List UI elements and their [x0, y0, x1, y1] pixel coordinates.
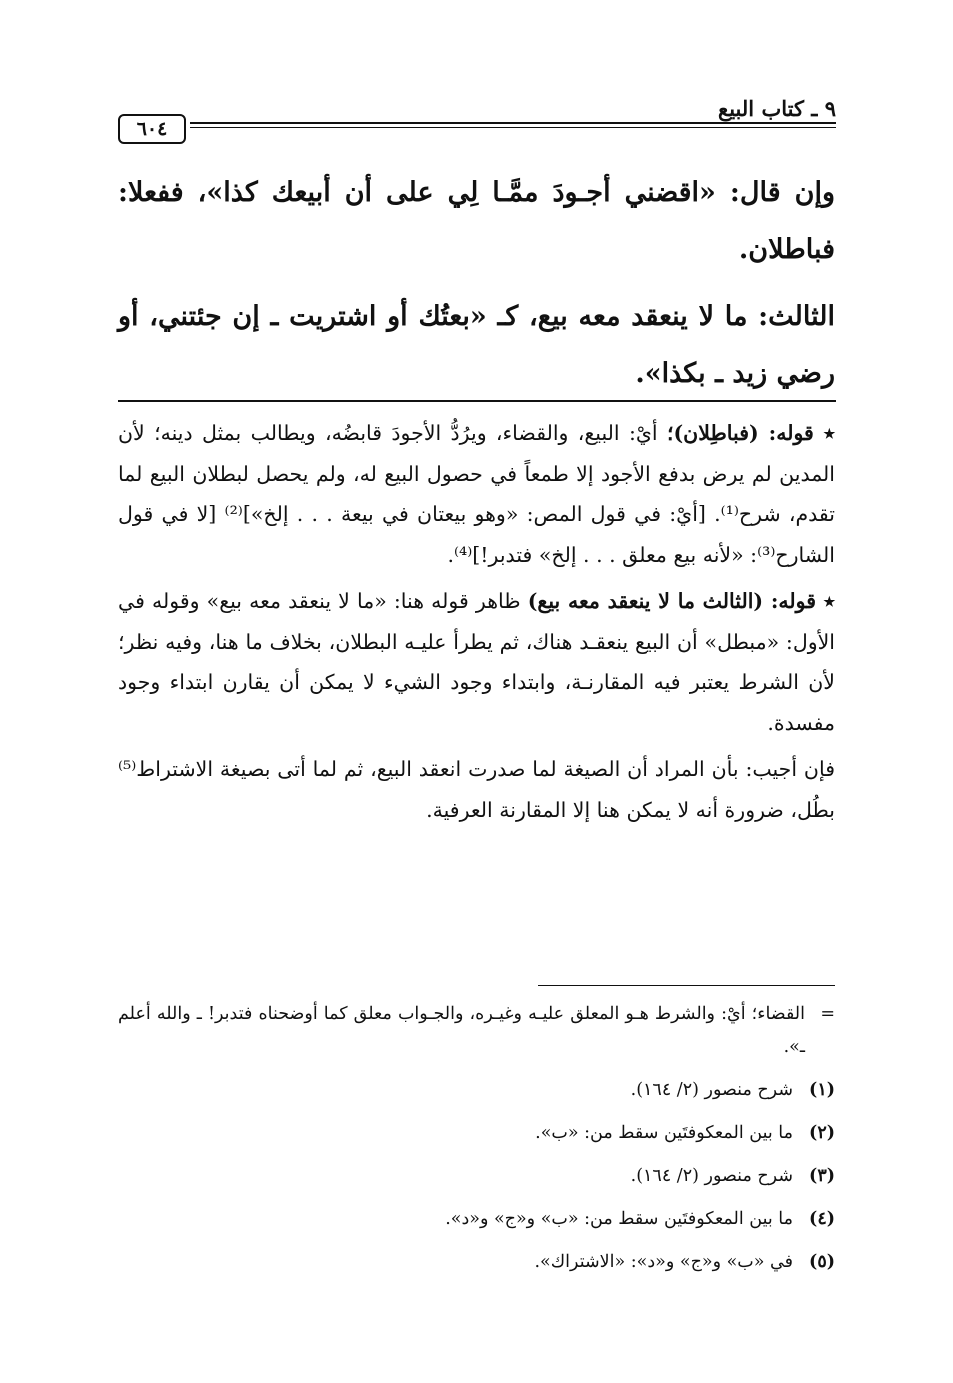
commentary-paragraph-3 [118, 749, 835, 830]
footnote-rule [538, 985, 835, 986]
commentary-text: أيْ: البيع، والقضاء، ويرُدُّ الأجودَ قابضُه، ويطالب بمثل دينه؛ لأن المدين لم يرض بدفع الأجود إلا طمعاً في حصول البيع له، ولم يحصل لبطلان البيع لما تقدم، شرح⁽¹⁾. [أيْ: في قول المص: «وهو بيعتان في بيعة . . . إلخ»]⁽²⁾ [لا في قول الشارح⁽³⁾: «لأنه بيع معلق . . . إلخ» فتدبر!]⁽⁴⁾. [118, 421, 835, 567]
commentary-text: ظاهر قوله هنا: «ما لا ينعقد معه بيع» وقوله في الأول: «مبطل» أن البيع ينعقـد هناك، ثم يطرأ عليـه البطلان، بخلاف ما هنا، وفيه نظر؛ لأن الشرط يعتبر فيه المقارنـة، وابتداء وجود الشيء لا يمكن أن يقارن ابتداء وجود مفسدة. [118, 589, 835, 735]
header-rule [190, 122, 836, 124]
footnote-item [118, 1203, 835, 1236]
main-paragraph-2: الثالث: ما لا ينعقد معه بيع، كـ «بعتُك أو اشتريت ـ إن جئتني، أو رضي زيد ـ بكذا». [118, 301, 835, 389]
continuation-text: القضاء؛ أيْ: والشرط هـو المعلق عليـه وغيـره، والجـواب معلق كما أوضحناه فتدبر! ـ والله أعلم ـ». [118, 1004, 805, 1057]
footnote-text: شرح منصور (٢/ ١٦٤). [630, 1166, 793, 1186]
footnote-number: (٣) [809, 1166, 835, 1186]
footnote-item [118, 1160, 835, 1193]
commentary-lemma: قوله: (فباطِلان)؛ [666, 421, 814, 445]
footnote-item [118, 1074, 835, 1107]
commentary-paragraph-1 [118, 413, 835, 575]
commentary-lemma: قوله: (الثالث ما لا ينعقد معه بيع) [527, 589, 817, 613]
chapter-title: ٩ ـ كتاب البيع [718, 96, 836, 121]
page-header [118, 96, 836, 142]
main-text [118, 164, 835, 412]
continuation-marker: = [820, 1004, 835, 1024]
footnote-item [118, 1117, 835, 1150]
footnote-number: (٢) [809, 1123, 835, 1143]
commentary-text: فإن أجيب: بأن المراد أن الصيغة لما صدرت انعقد البيع، ثم لما أتى بصيغة الاشتراط⁽⁵⁾ بطُل، ضرورة أنه لا يمكن هنا إلا المقارنة العرفية. [118, 757, 835, 822]
header-rule-thin [190, 127, 836, 128]
footnote-number: (٤) [809, 1209, 835, 1229]
footnote-number: (١) [809, 1080, 835, 1100]
main-paragraph-1: وإن قال: «اقضني أجـودَ ممَّـا لِي على أن أبيعك كذا»، ففعلا: فباطلان. [118, 177, 835, 265]
footnotes [118, 998, 835, 1279]
text-divider [118, 400, 836, 402]
footnote-number: (٥) [809, 1252, 835, 1272]
footnote-text: في «ب» و«ج» و«د»: «الاشتراك». [534, 1252, 793, 1272]
commentary [118, 413, 835, 836]
page-number: ٦٠٤ [118, 114, 186, 144]
asterisk-icon: ٭ [816, 589, 835, 613]
footnote-text: ما بين المعكوفتَين سقط من: «ب». [535, 1123, 793, 1143]
footnote-continuation [118, 998, 835, 1064]
footnote-text: شرح منصور (٢/ ١٦٤). [630, 1080, 793, 1100]
footnote-item [118, 1246, 835, 1279]
commentary-paragraph-2 [118, 581, 835, 743]
asterisk-icon: ٭ [813, 421, 835, 445]
footnote-text: ما بين المعكوفتَين سقط من: «ب» و«ج» و«د». [445, 1209, 793, 1229]
